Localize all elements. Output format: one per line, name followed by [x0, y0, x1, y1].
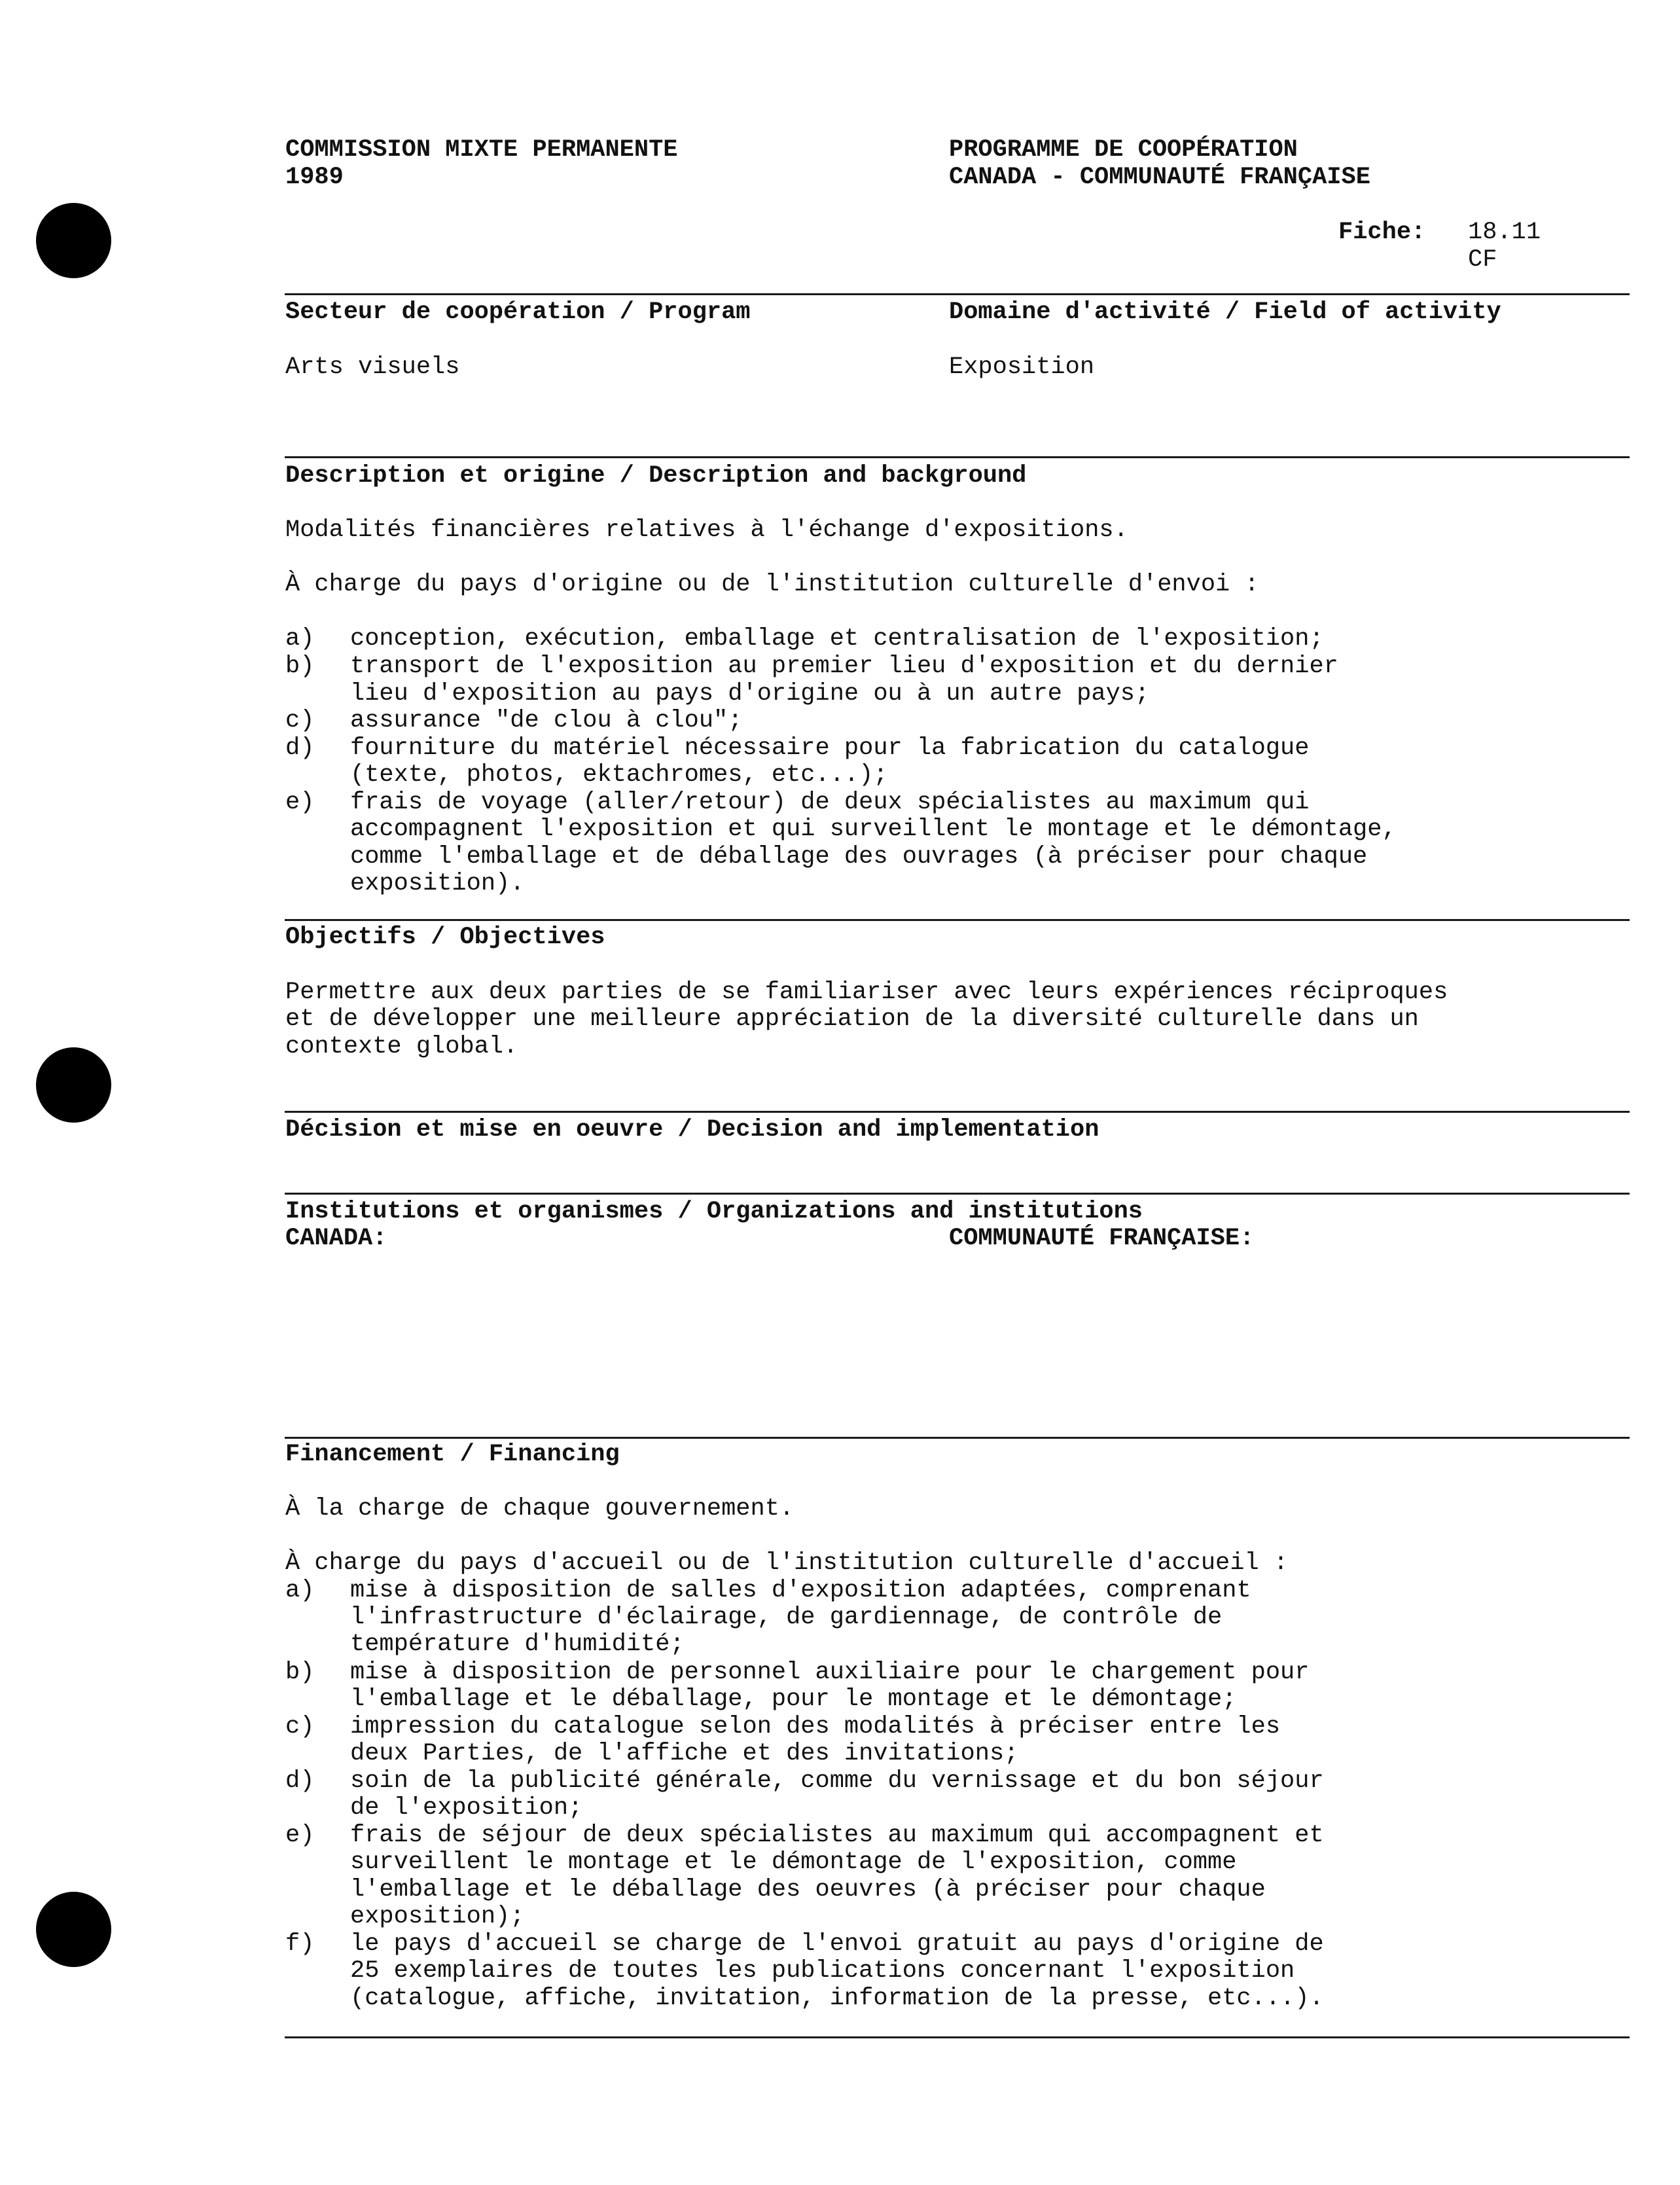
fiche-number: 18.11 — [1468, 219, 1541, 246]
institutions-canada: CANADA: — [285, 1225, 387, 1252]
objectives-line: et de développer une meilleure appréciation de la diversité culturelle dans un — [285, 1005, 1419, 1033]
financing-item-label: e) — [285, 1822, 315, 1849]
financing-item-line: l'emballage et le déballage, pour le montage et le démontage; — [350, 1686, 1237, 1713]
description-item-line: comme l'emballage et de déballage des ouvrages (à préciser pour chaque — [350, 843, 1368, 871]
rule-1 — [285, 293, 1630, 295]
field-value: Exposition — [949, 353, 1095, 381]
punch-hole-top — [36, 203, 111, 278]
description-item-line: conception, exécution, emballage et centralisation de l'exposition; — [350, 625, 1324, 653]
description-item-label: c) — [285, 707, 315, 734]
institutions-communaute: COMMUNAUTÉ FRANÇAISE: — [949, 1225, 1255, 1252]
financing-item-line: deux Parties, de l'affiche et des invitations; — [350, 1740, 1019, 1767]
financing-item-line: exposition); — [350, 1903, 525, 1930]
financing-item-line: température d'humidité; — [350, 1631, 685, 1658]
financing-item-line: de l'exposition; — [350, 1794, 583, 1822]
description-heading: Description et origine / Description and background — [285, 462, 1027, 490]
header-canada-communaute: CANADA - COMMUNAUTÉ FRANÇAISE — [949, 164, 1370, 191]
financing-item-label: d) — [285, 1767, 315, 1795]
header-programme: PROGRAMME DE COOPÉRATION — [949, 136, 1298, 164]
financing-item-label: b) — [285, 1659, 315, 1686]
financing-item-label: a) — [285, 1577, 315, 1604]
institutions-heading: Institutions et organismes / Organizations and institutions — [285, 1198, 1143, 1225]
financing-item-line: surveillent le montage et le démontage de l'exposition, comme — [350, 1849, 1237, 1876]
rule-4 — [285, 1111, 1630, 1113]
rule-5 — [285, 1193, 1630, 1195]
description-item-line: (texte, photos, ektachromes, etc...); — [350, 761, 888, 789]
sector-heading: Secteur de coopération / Program — [285, 298, 751, 326]
objectives-line: contexte global. — [285, 1033, 518, 1060]
description-item-line: fourniture du matériel nécessaire pour la fabrication du catalogue — [350, 734, 1310, 762]
description-item-line: frais de voyage (aller/retour) de deux spécialistes au maximum qui — [350, 789, 1310, 816]
financing-item-line: 25 exemplaires de toutes les publications concernant l'exposition — [350, 1957, 1295, 1985]
financing-item-line: le pays d'accueil se charge de l'envoi gratuit au pays d'origine de — [350, 1930, 1324, 1958]
punch-hole-bottom — [36, 1892, 111, 1967]
decision-heading: Décision et mise en oeuvre / Decision and implementation — [285, 1116, 1099, 1144]
financing-item-line: mise à disposition de salles d'exposition adaptées, comprenant — [350, 1577, 1251, 1604]
fiche-code: CF — [1468, 246, 1497, 274]
financing-item-line: mise à disposition de personnel auxiliaire pour le chargement pour — [350, 1659, 1310, 1686]
financing-item-label: f) — [285, 1930, 315, 1958]
description-item-label: b) — [285, 653, 315, 680]
financing-item-line: l'emballage et le déballage des oeuvres (à préciser pour chaque — [350, 1876, 1266, 1904]
financing-item-line: (catalogue, affiche, invitation, information de la presse, etc...). — [350, 1985, 1324, 2012]
description-intro: Modalités financières relatives à l'échange d'expositions. — [285, 516, 1128, 544]
description-item-label: e) — [285, 789, 315, 816]
financing-item-line: soin de la publicité générale, comme du vernissage et du bon séjour — [350, 1767, 1324, 1795]
objectives-line: Permettre aux deux parties de se familiariser avec leurs expériences réciproques — [285, 979, 1448, 1006]
description-item-label: d) — [285, 734, 315, 762]
header-year: 1989 — [285, 164, 344, 191]
sector-value: Arts visuels — [285, 353, 460, 381]
financing-heading: Financement / Financing — [285, 1441, 620, 1468]
field-heading: Domaine d'activité / Field of activity — [949, 298, 1501, 326]
rule-3 — [285, 919, 1630, 921]
description-item-label: a) — [285, 625, 315, 653]
description-charge-intro: À charge du pays d'origine ou de l'institution culturelle d'envoi : — [285, 571, 1259, 598]
rule-2 — [285, 456, 1630, 458]
financing-charge-intro: À charge du pays d'accueil ou de l'institution culturelle d'accueil : — [285, 1549, 1289, 1577]
punch-hole-middle — [36, 1047, 111, 1123]
description-item-line: transport de l'exposition au premier lieu d'exposition et du dernier — [350, 653, 1338, 680]
financing-item-line: frais de séjour de deux spécialistes au maximum qui accompagnent et — [350, 1822, 1324, 1849]
rule-7 — [285, 2036, 1630, 2038]
description-item-line: accompagnent l'exposition et qui surveillent le montage et le démontage, — [350, 816, 1397, 843]
description-item-line: exposition). — [350, 870, 525, 897]
description-item-line: lieu d'exposition au pays d'origine ou à un autre pays; — [350, 680, 1150, 708]
rule-6 — [285, 1437, 1630, 1439]
financing-item-label: c) — [285, 1713, 315, 1741]
financing-item-line: l'infrastructure d'éclairage, de gardiennage, de contrôle de — [350, 1604, 1223, 1631]
objectives-heading: Objectifs / Objectives — [285, 924, 605, 951]
fiche-label: Fiche: — [1338, 219, 1426, 246]
financing-intro: À la charge de chaque gouvernement. — [285, 1495, 795, 1523]
header-commission: COMMISSION MIXTE PERMANENTE — [285, 136, 678, 164]
description-item-line: assurance "de clou à clou"; — [350, 707, 743, 734]
financing-item-line: impression du catalogue selon des modalités à préciser entre les — [350, 1713, 1281, 1741]
